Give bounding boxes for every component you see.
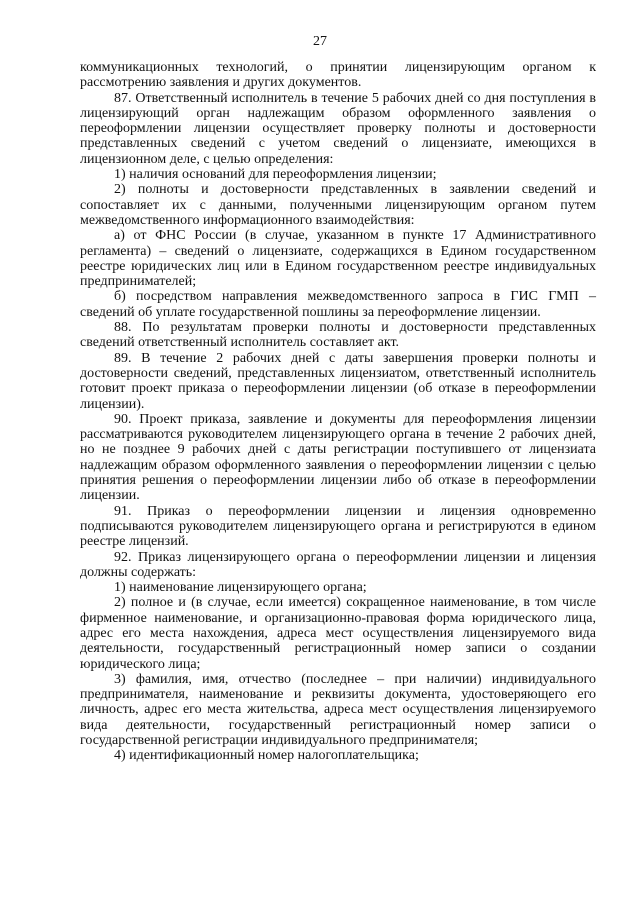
paragraph-92-item-4: 4) идентификационный номер налогоплательщика; bbox=[114, 748, 419, 764]
paragraph-continuation: коммуникационных технологий, о принятии лицензирующим органом к рассмотрению заявления и других документов. bbox=[80, 60, 596, 91]
paragraph-92-item-3: 3) фамилия, имя, отчество (последнее – при наличии) индивидуального предпринимателя, наименование и реквизиты документа, удостоверяющего его личность, адрес его места жительства, адреса мест осуществления лицензируемого вида деятельности, государственный регистрационный номер записи о государственной регистрации индивидуального предпринимателя; bbox=[80, 671, 596, 749]
document-body bbox=[80, 60, 596, 764]
paragraph-87-item-2a: а) от ФНС России (в случае, указанном в пункте 17 Административного регламента) – сведений о лицензиате, содержащихся в Едином государственном реестре юридических лиц или в Едином государственном реестре индивидуальных предпринимателей; bbox=[80, 228, 596, 290]
paragraph-87-item-2: 2) полноты и достоверности представленных в заявлении сведений и сопоставляет их с данными, полученными лицензирующим органом путем межведомственного информационного взаимодействия: bbox=[80, 182, 596, 228]
paragraph-87-item-1: 1) наличия оснований для переоформления лицензии; bbox=[114, 167, 437, 183]
paragraph-92-item-2: 2) полное и (в случае, если имеется) сокращенное наименование, в том числе фирменное наименование, и организационно-правовая форма юридического лица, адрес его места нахождения, адреса мест осуществления лицензируемого вида деятельности, государственный регистрационный номер записи о создании юридического лица; bbox=[80, 595, 596, 672]
paragraph-91: 91. Приказ о переоформлении лицензии и лицензия одновременно подписываются руководителем лицензирующего органа и регистрируются в едином реестре лицензий. bbox=[80, 503, 596, 550]
paragraph-87: 87. Ответственный исполнитель в течение 5 рабочих дней со дня поступления в лицензирующий орган надлежащим образом оформленного заявления о переоформлении лицензии осуществляет проверку полноты и достоверности представленных сведений с учетом сведений о лицензиате, имеющихся в лицензионном деле, с целью определения: bbox=[80, 90, 596, 167]
paragraph-92: 92. Приказ лицензирующего органа о переоформлении лицензии и лицензия должны содержать: bbox=[80, 549, 596, 580]
paragraph-92-item-1: 1) наименование лицензирующего органа; bbox=[114, 580, 367, 596]
page-number: 27 bbox=[313, 34, 327, 49]
paragraph-87-item-2b: б) посредством направления межведомственного запроса в ГИС ГМП – сведений об уплате государственной пошлины за переоформление лицензии. bbox=[80, 289, 596, 320]
paragraph-89: 89. В течение 2 рабочих дней с даты завершения проверки полноты и достоверности сведений, представленных лицензиатом, ответственный исполнитель готовит проект приказа о переоформлении лицензии (об отказе в переоформлении лицензии). bbox=[80, 350, 596, 412]
paragraph-88: 88. По результатам проверки полноты и достоверности представленных сведений ответственный исполнитель составляет акт. bbox=[80, 320, 596, 351]
paragraph-90: 90. Проект приказа, заявление и документы для переоформления лицензии рассматриваются руководителем лицензирующего органа в течение 2 рабочих дней, но не позднее 9 рабочих дней с даты регистрации поступившего от лицензиата надлежащим образом оформленного заявления о переоформлении лицензии с целью принятия решения о переоформлении лицензии либо об отказе в переоформлении лицензии. bbox=[80, 411, 596, 504]
